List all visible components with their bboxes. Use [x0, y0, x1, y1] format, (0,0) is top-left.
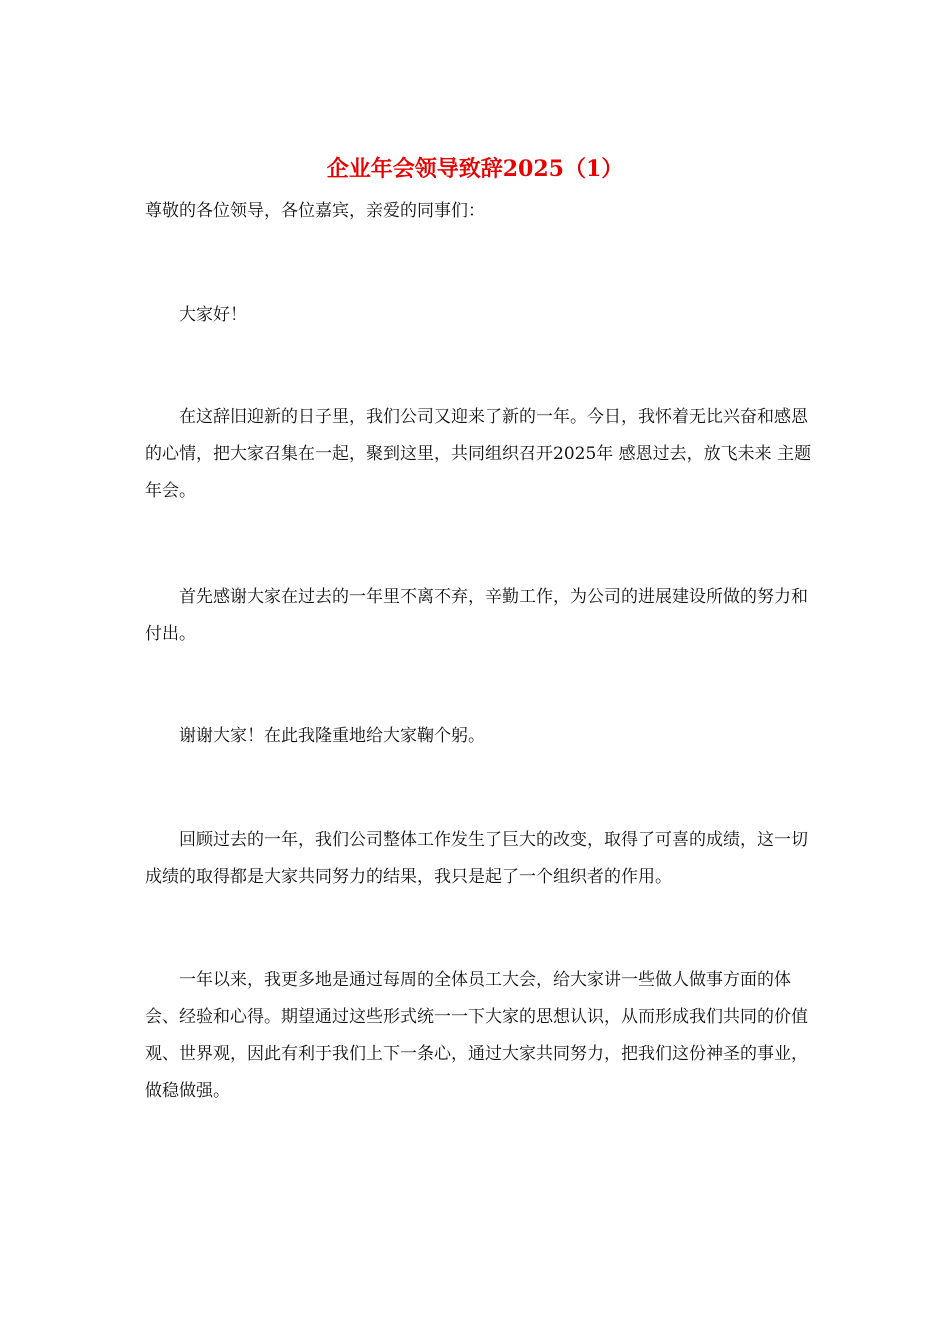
paragraph-thanks: 首先感谢大家在过去的一年里不离不弃，辛勤工作，为公司的进展建设所做的努力和付出。 — [145, 587, 808, 644]
paragraph-review: 回顾过去的一年，我们公司整体工作发生了巨大的改变，取得了可喜的成绩，这一切成绩的取得都是大家共同努力的结果，我只是起了一个组织者的作用。 — [145, 830, 808, 887]
paragraph-opening: 在这辞旧迎新的日子里，我们公司又迎来了新的一年。今日，我怀着无比兴奋和感恩的心情，把大家召集在一起，聚到这里，共同组织召开2025年 感恩过去，放飞未来 主题年会。 — [145, 407, 812, 501]
paragraph-meetings: 一年以来，我更多地是通过每周的全体员工大会，给大家讲一些做人做事方面的体会、经验和心得。期望通过这些形式统一一下大家的思想认识，从而形成我们共同的价值观、世界观，因此有利于我们上下一条心，通过大家共同努力，把我们这份神圣的事业，做稳做强。 — [145, 970, 808, 1101]
paragraph-greeting: 大家好！ — [179, 305, 247, 325]
paragraph-bow: 谢谢大家！在此我隆重地给大家鞠个躬。 — [179, 726, 485, 746]
salutation: 尊敬的各位领导，各位嘉宾，亲爱的同事们： — [145, 201, 485, 221]
document-title: 企业年会领导致辞2025（1） — [326, 156, 624, 182]
